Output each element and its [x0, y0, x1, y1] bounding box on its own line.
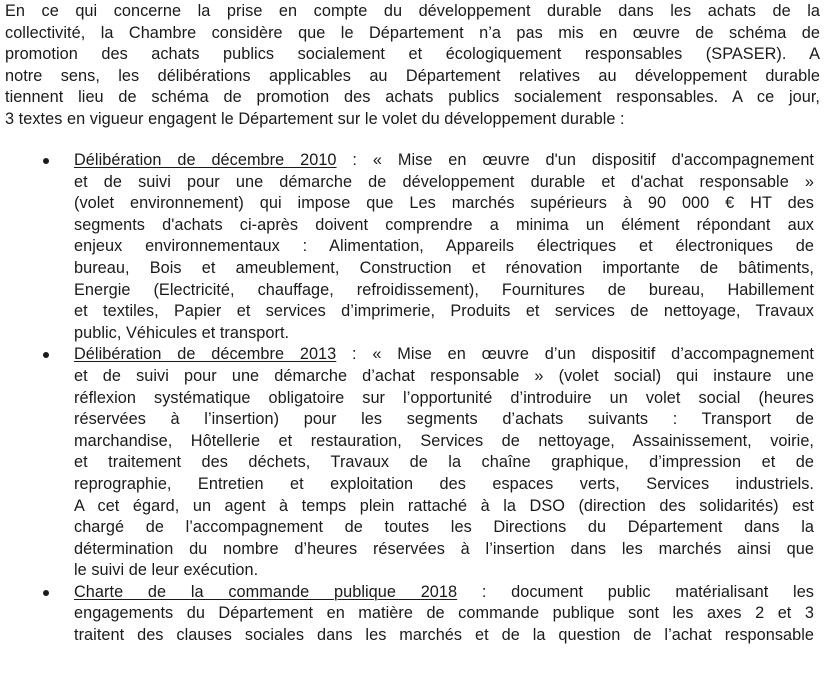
- item-line: et traitement des déchets, Travaux de la chaîne graphique, d’impression et de: [74, 453, 814, 472]
- item-line: et de suivi pour une démarche de développement durable et d'achat responsable »: [74, 172, 814, 191]
- item-line: (volet environnement) qui impose que Les marchés supérieurs à 90 000 € HT des: [74, 194, 814, 213]
- item-line: engagements du Département en matière de commande publique sont les axes 2 et 3: [74, 604, 814, 623]
- item-line: traitent des clauses sociales dans les marchés et de la question de l’achat responsable: [74, 626, 814, 645]
- item-first-line: [74, 344, 814, 366]
- item-line: et textiles, Papier et services d’imprimerie, Produits et services de nettoyage, Travaux: [74, 302, 814, 321]
- item-first-line-rest: : document public matérialisant les: [457, 582, 814, 601]
- intro-paragraph: [5, 1, 820, 131]
- intro-line: collectivité, la Chambre considère que le Département n’a pas mis en œuvre de schéma de: [5, 23, 820, 42]
- item-line: marchandise, Hôtellerie et restauration, Services de nettoyage, Assainissement, voirie,: [74, 431, 814, 450]
- item-line: bureau, Bois et ameublement, Construction et rénovation importante de bâtiments,: [74, 258, 814, 277]
- item-line: enjeux environnementaux : Alimentation, Appareils électriques et électroniques de: [74, 237, 814, 256]
- item-line: A cet égard, un agent à temps plein rattaché à la DSO (direction des solidarités) est: [74, 496, 814, 515]
- bullet-icon: [43, 590, 49, 596]
- item-first-line-rest: : « Mise en œuvre d'un dispositif d'accompagnement: [336, 151, 814, 169]
- intro-line: En ce qui concerne la prise en compte du développement durable dans les achats de la: [5, 2, 820, 20]
- item-first-line: [74, 150, 814, 172]
- item-title: Délibération de décembre 2013: [74, 345, 337, 364]
- item-line: chargé de l’accompagnement de toutes les Directions du Département dans la: [74, 518, 814, 537]
- item-line: et de suivi pour une démarche d’achat responsable » (volet social) qui instaure une: [74, 366, 814, 385]
- item-line: segments d'achats ci-après doivent comprendre a minima un élément répondant aux: [74, 215, 814, 234]
- item-first-line: [74, 582, 814, 604]
- list-item-deliberation-2010: [0, 150, 814, 344]
- intro-line: notre sens, les délibérations applicables au Département relatives au développement durable: [5, 66, 820, 85]
- item-line: le suivi de leur exécution.: [74, 561, 259, 580]
- item-line: reprographie, Entretien et exploitation des espaces verts, Services industriels.: [74, 474, 814, 493]
- item-title: Charte de la commande publique 2018: [74, 582, 458, 601]
- item-line: public, Véhicules et transport.: [74, 323, 290, 342]
- bullet-icon: [43, 158, 49, 164]
- item-line: Energie (Electricité, chauffage, refroidissement), Fournitures de bureau, Habillement: [74, 280, 814, 299]
- item-line: réservées à l’insertion) pour les segments d’achats suivants : Transport de: [74, 410, 814, 429]
- intro-line: 3 textes en vigueur engagent le Département sur le volet du développement durable :: [5, 109, 625, 128]
- bullet-icon: [43, 352, 49, 358]
- item-first-line-rest: : « Mise en œuvre d’un dispositif d’accompagnement: [336, 345, 814, 364]
- item-title: Délibération de décembre 2010: [74, 151, 337, 169]
- intro-line: promotion des achats publics socialement et écologiquement responsables (SPASER). A: [5, 45, 820, 64]
- bullet-list: [0, 150, 830, 647]
- item-line: détermination du nombre d’heures réservées à l’insertion dans les marchés ainsi que: [74, 539, 814, 558]
- list-item-charte-2018: [0, 582, 814, 647]
- item-line: réflexion systématique obligatoire sur l’opportunité d’introduire un volet social (heures: [74, 388, 814, 407]
- intro-line: tiennent lieu de schéma de promotion des achats publics socialement responsables. A ce jour,: [5, 88, 820, 107]
- list-item-deliberation-2013: [0, 344, 814, 582]
